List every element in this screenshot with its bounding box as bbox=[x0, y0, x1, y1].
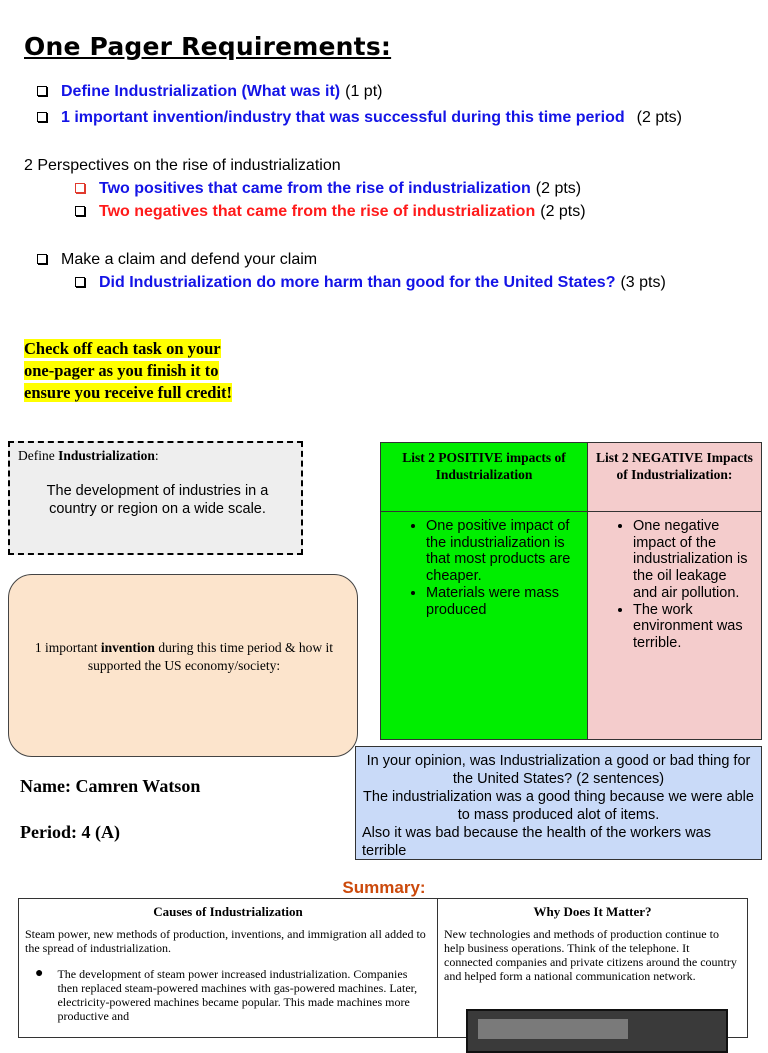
list-item: • Materials were mass produced bbox=[426, 585, 578, 618]
telephone-photo bbox=[466, 1009, 728, 1053]
perspectives-heading: 2 Perspectives on the rise of industrialization bbox=[24, 157, 341, 174]
why-title: Why Does It Matter? bbox=[533, 904, 652, 919]
requirement-points: (3 pts) bbox=[620, 274, 666, 291]
requirement-label: Define Industrialization (What was it) bbox=[61, 83, 341, 100]
opinion-question: In your opinion, was Industrialization a good or bad thing for the United States? (2 sentences) bbox=[366, 753, 751, 787]
checkbox[interactable] bbox=[75, 183, 85, 193]
photo-detail bbox=[478, 1019, 628, 1039]
requirement-claim bbox=[37, 251, 317, 269]
requirement-question bbox=[75, 274, 666, 292]
positive-cell bbox=[381, 512, 588, 740]
positive-list bbox=[382, 518, 586, 618]
define-box bbox=[8, 441, 303, 555]
student-period: Period: 4 (A) bbox=[20, 822, 120, 842]
invention-box bbox=[8, 574, 358, 757]
requirement-positives bbox=[75, 180, 581, 198]
invention-prompt bbox=[29, 639, 339, 675]
callout-line: ensure you receive full credit! bbox=[24, 383, 233, 402]
claim-question: Did Industrialization do more harm than good for the United States? bbox=[99, 274, 616, 291]
causes-bullet-row bbox=[35, 967, 431, 1023]
checkbox[interactable] bbox=[37, 86, 47, 96]
checkbox[interactable] bbox=[37, 254, 47, 264]
define-term: Industrialization bbox=[58, 448, 155, 463]
negative-cell bbox=[588, 512, 762, 740]
opinion-answer-2: Also it was bad because the health of the workers was terrible bbox=[362, 825, 711, 859]
checkbox[interactable] bbox=[75, 206, 85, 216]
callout bbox=[24, 338, 232, 404]
bullet-icon: ● bbox=[35, 966, 44, 981]
define-suffix: : bbox=[154, 448, 159, 463]
list-item: • One negative impact of the industrialization is the oil leakage and air pollution. bbox=[633, 518, 750, 602]
list-item: • The work environment was terrible. bbox=[633, 602, 750, 652]
requirement-points: (2 pts) bbox=[636, 109, 682, 126]
positive-header: List 2 POSITIVE impacts of Industrialization bbox=[381, 443, 588, 512]
invention-term: invention bbox=[100, 640, 155, 655]
requirement-label: Two positives that came from the rise of industrialization bbox=[99, 180, 531, 197]
causes-bullet: The development of steam power increased industrialization. Companies then replaced steam-powered machines with gas-powered machines. Later, electricity-powered machines became popular. This made machines more productive and bbox=[57, 967, 418, 1023]
callout-line: Check off each task on your bbox=[24, 339, 221, 358]
requirement-define bbox=[37, 83, 382, 101]
requirement-label: 1 important invention/industry that was successful during this time period bbox=[61, 109, 625, 126]
why-text: New technologies and methods of production continue to help business operations. Think of the telephone. It connected companies and private citizens around the country and helped form a national communication network. bbox=[444, 927, 737, 983]
causes-intro: Steam power, new methods of production, inventions, and immigration all added to the spread of industrialization. bbox=[25, 927, 426, 955]
invention-prefix: 1 important bbox=[34, 640, 101, 655]
opinion-answer-1: The industrialization was a good thing because we were able to mass produced alot of items. bbox=[363, 789, 754, 823]
checkbox[interactable] bbox=[37, 112, 47, 122]
requirement-points: (1 pt) bbox=[345, 83, 383, 100]
causes-title: Causes of Industrialization bbox=[153, 904, 303, 919]
requirement-label: Two negatives that came from the rise of industrialization bbox=[99, 203, 536, 220]
impacts-table bbox=[380, 442, 762, 740]
student-name: Name: Camren Watson bbox=[20, 776, 201, 796]
invention-suffix: during this time period & how it supported the US economy/society: bbox=[87, 640, 334, 673]
requirement-points: (2 pts) bbox=[535, 180, 582, 197]
list-item: • One positive impact of the industrialization is that most products are cheaper. bbox=[426, 518, 578, 585]
page-title: One Pager Requirements: bbox=[24, 32, 392, 61]
causes-box bbox=[18, 898, 438, 1038]
negative-list bbox=[589, 518, 760, 652]
define-answer: The development of industries in a country or region on a wide scale. bbox=[46, 483, 269, 517]
claim-heading: Make a claim and defend your claim bbox=[61, 251, 318, 268]
summary-title: Summary: bbox=[342, 878, 426, 897]
requirement-points: (2 pts) bbox=[540, 203, 586, 220]
checkbox[interactable] bbox=[75, 277, 85, 287]
define-prefix: Define bbox=[18, 448, 59, 463]
define-label bbox=[18, 448, 159, 464]
negative-header: List 2 NEGATIVE Impacts of Industrialization: bbox=[588, 443, 762, 512]
requirement-negatives bbox=[75, 203, 586, 221]
callout-line: one-pager as you finish it to bbox=[24, 361, 219, 380]
why-box bbox=[437, 898, 748, 1038]
requirement-invention bbox=[37, 109, 682, 127]
opinion-box bbox=[355, 746, 762, 860]
